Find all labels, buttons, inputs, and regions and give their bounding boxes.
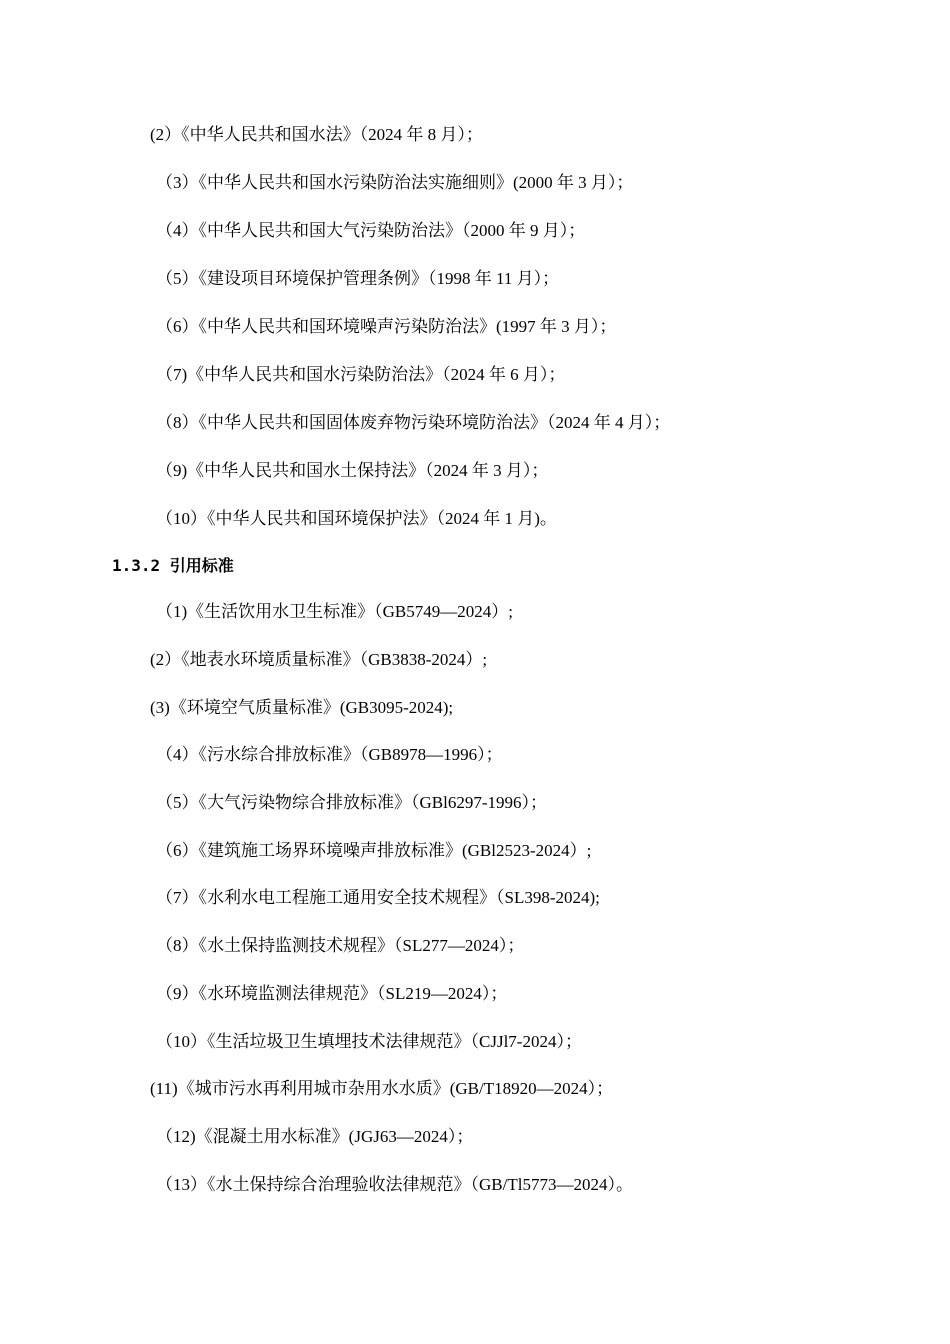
standard-item-4: （4）《污水综合排放标准》（GB8978—1996）； (156, 745, 503, 764)
law-item-6: （6）《中华人民共和国环境噪声污染防治法》(1997 年 3 月）； (156, 317, 617, 336)
standard-item-1: （1)《生活饮用水卫生标准》（GB5749—2024）; (156, 602, 513, 621)
section-heading: 1.3.2 引用标准 (112, 556, 234, 575)
standard-item-8: （8）《水土保持监测技术规程》（SL277—2024）； (156, 936, 525, 955)
standard-item-11: (11)《城市污水再利用城市杂用水水质》(GB/T18920—2024）； (150, 1079, 614, 1098)
standard-item-7: （7）《水利水电工程施工通用安全技术规程》（SL398-2024); (156, 888, 600, 907)
law-item-3: （3）《中华人民共和国水污染防治法实施细则》(2000 年 3 月）； (156, 173, 634, 192)
law-item-8: （8）《中华人民共和国固体废弃物污染环境防治法》（2024 年 4 月）； (156, 413, 671, 432)
standard-item-5: （5）《大气污染物综合排放标准》（GBl6297-1996）； (156, 793, 547, 812)
standard-item-12: （12)《混凝土用水标准》(JGJ63—2024）； (156, 1127, 474, 1146)
law-item-7: （7)《中华人民共和国水污染防治法》（2024 年 6 月）； (156, 365, 566, 384)
standard-item-3: (3)《环境空气质量标准》(GB3095-2024); (150, 698, 454, 717)
law-item-9: （9)《中华人民共和国水土保持法》（2024 年 3 月）； (156, 461, 549, 480)
standard-item-10: （10）《生活垃圾卫生填埋技术法律规范》（CJJl7-2024）； (156, 1032, 582, 1051)
law-item-10: （10）《中华人民共和国环境保护法》（2024 年 1 月)。 (156, 509, 557, 528)
law-item-5: （5）《建设项目环境保护管理条例》（1998 年 11 月）； (156, 269, 560, 288)
standard-item-13: （13）《水土保持综合治理验收法律规范》（GB/Tl5773—2024）。 (156, 1175, 633, 1194)
standard-item-6: （6）《建筑施工场界环境噪声排放标准》(GBl2523-2024）; (156, 841, 592, 860)
law-item-4: （4）《中华人民共和国大气污染防治法》（2000 年 9 月）； (156, 221, 586, 240)
standard-item-2: (2）《地表水环境质量标准》（GB3838-2024）; (150, 650, 488, 669)
standard-item-9: （9）《水环境监测法律规范》（SL219—2024）； (156, 984, 508, 1003)
law-item-2: (2）《中华人民共和国水法》（2024 年 8 月）； (150, 125, 483, 144)
